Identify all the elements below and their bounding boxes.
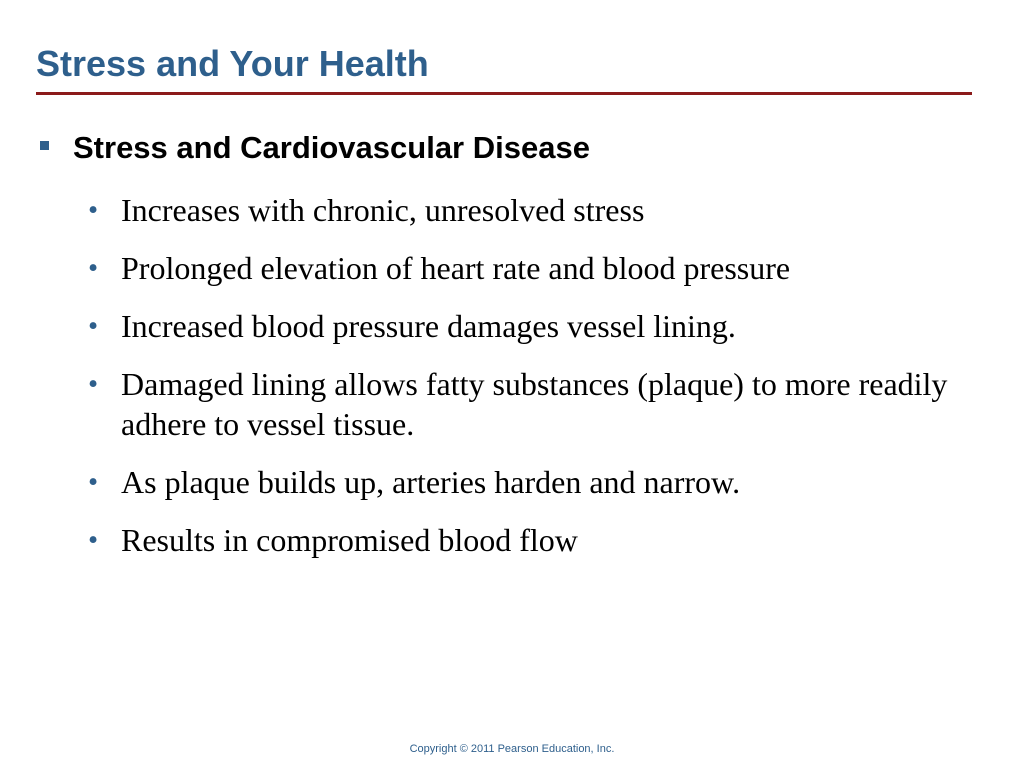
bullet-text: Results in compromised blood flow	[121, 522, 578, 558]
list-item	[88, 248, 948, 288]
bullet-dot-icon: •	[88, 368, 99, 400]
list-item	[88, 364, 948, 444]
slide-title: Stress and Your Health	[36, 43, 429, 84]
bullet-text: Increases with chronic, unresolved stress	[121, 192, 645, 228]
bullet-dot-icon: •	[88, 466, 99, 498]
bullet-text: Damaged lining allows fatty substances (plaque) to more readily adhere to vessel tissue.	[121, 366, 948, 442]
title-divider	[36, 92, 972, 95]
square-bullet-icon	[40, 141, 49, 150]
bullet-text: Increased blood pressure damages vessel lining.	[121, 308, 736, 344]
bullet-dot-icon: •	[88, 524, 99, 556]
bullet-dot-icon: •	[88, 252, 99, 284]
bullet-list	[88, 190, 948, 578]
list-item	[88, 306, 948, 346]
copyright-footer: Copyright © 2011 Pearson Education, Inc.	[409, 743, 615, 755]
list-item	[88, 520, 948, 560]
list-item	[88, 190, 948, 230]
list-item	[88, 462, 948, 502]
bullet-dot-icon: •	[88, 310, 99, 342]
section-heading: Stress and Cardiovascular Disease	[73, 130, 590, 165]
bullet-text: Prolonged elevation of heart rate and blood pressure	[121, 250, 791, 286]
bullet-dot-icon: •	[88, 194, 99, 226]
bullet-text: As plaque builds up, arteries harden and narrow.	[121, 464, 741, 500]
section-heading-row	[36, 126, 590, 170]
